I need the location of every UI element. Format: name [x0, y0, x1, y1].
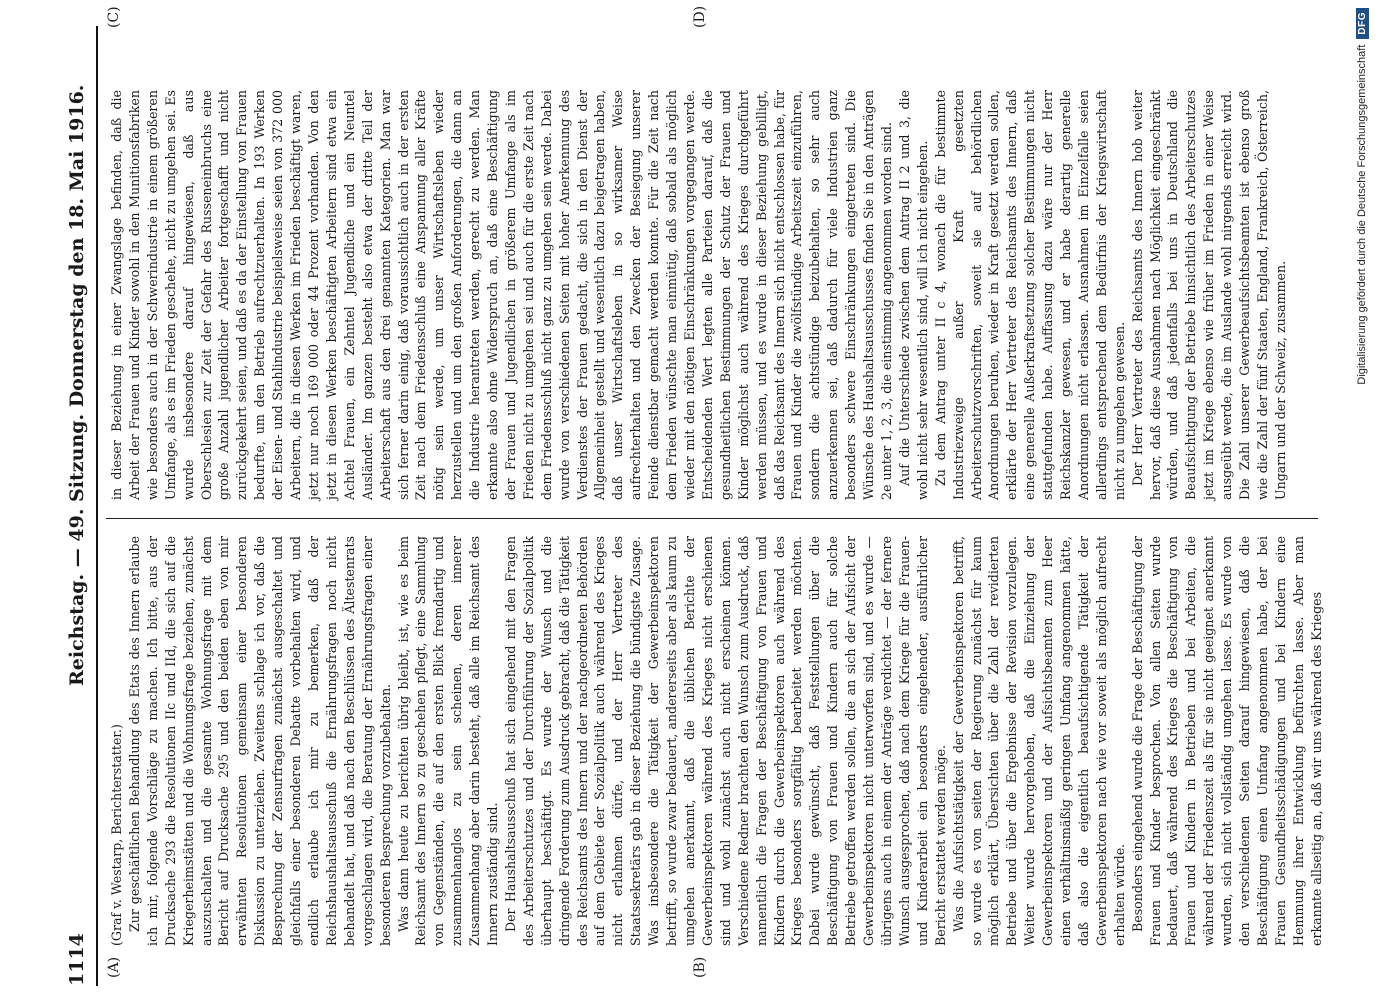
page-number: 1114	[66, 933, 88, 986]
paragraph: in dieser Beziehung in einer Zwangslage befinden, daß die Arbeit der Frauen und Kinder sowohl in den Munitionsfabriken wie besonders auch in der Schwerindustrie in einem größeren Umfange, als es im Frieden geschehe, nicht zu umgehen sei. Es wurde insbesondere darauf hingewiesen, daß aus Oberschlesien zur Zeit der Gefahr des Russeneinbruchs eine große Anzahl jugendlicher Arbeiter fortgeschafft und nicht zurückgekehrt seien, und daß es da der Einstellung von Frauen bedurfte, um den Betrieb aufrechtzuerhalten. In 193 Werken der Eisen- und Stahlindustrie beispielsweise seien von 372 000 Arbeitern, die in diesen Werken im Frieden beschäftigt waren, jetzt nur noch 169 000 oder 44 Prozent vorhanden. Von den jetzt in diesen Werken beschäftigten Arbeitern sind etwa ein Achtel Frauen, ein Zehntel Jugendliche und ein Neuntel Ausländer. Im ganzen besteht also etwa der dritte Teil der Arbeiterschaft aus den drei genannten Kategorien. Man war sich ferner darin einig, daß voraussichtlich auch in der ersten Zeit nach dem Friedensschluß eine Anspannung aller Kräfte nötig sein werde, um unser Wirtschaftsleben wieder herzustellen und um den großen Anforderungen, die dann an die Industrie herantreten werden, gerecht zu werden. Man erkannte also ohne Widerspruch an, daß eine Beschäftigung der Frauen und Jugendlichen in größerem Umfange als im Frieden nicht zu umgehen sei und auch für die erste Zeit nach dem Friedensschluß nicht ganz zu umgehen sein werde. Dabei wurde von verschiedenen Seiten mit hoher Anerkennung des Verdienstes der Frauen gedacht, die sich in den Dienst der Allgemeinheit gestellt und wesentlich dazu beigetragen haben, daß unser Wirtschaftsleben in so wirksamer Weise aufrechterhalten und den Zwecken der Besiegung unserer Feinde dienstbar gemacht werden konnte. Für die Zeit nach dem Frieden wünschte man einmütig, daß sobald als möglich wieder mit den nötigen Einschränkungen vorgegangen werde. Entscheidenden Wert legten alle Parteien darauf, daß die gesundheitlichen Bestimmungen der Schutz der Frauen und Kinder möglichst auch während des Krieges durchgeführt werden müssen, und es wurde in dieser Beziehung gebilligt, daß das Reichsamt des Innern sich nicht entschlossen habe, für Frauen und Kinder die zwölfstündige Arbeitszeit einzuführen, sondern die achtstündige beizubehalten, so sehr auch anzuerkennen sei, daß dadurch für viele Industrien ganz besonders schwere Einschränkungen eingetreten sind. Die Wünsche des Haushaltsausschusses finden Sie in den Anträgen 2e unter 1, 2, 3, die einstimmig angenommen worden sind.	[109, 90, 894, 500]
paragraph: Der Haushaltsausschuß hat sich eingehend mit den Fragen des Arbeiterschutzes und der Durchführung der Sozialpolitik überhaupt beschäftigt. Es wurde der Wunsch und die dringende Forderung zum Ausdruck gebracht, daß die Tätigkeit des Reichsamts des Innern und der nachgeordneten Behörden auf dem Gebiete der Sozialpolitik auch während des Krieges nicht erlahmen dürfe, und der Herr Vertreter des Staatssekretärs gab in dieser Beziehung die bündigste Zusage. Was insbesondere die Tätigkeit der Gewerbeinspektoren betrifft, so wurde zwar bedauert, andererseits aber als kaum zu umgehen anerkannt, daß die üblichen Berichte der Gewerbeinspektoren während des Krieges nicht erschienen sind und wohl zunächst auch nicht erscheinen können. Verschiedene Redner brachten den Wunsch zum Ausdruck, daß namentlich die Fragen der Beschäftigung von Frauen und Kindern durch die Gewerbeinspektoren auch während des Krieges besonders sorgfältig bearbeitet werden möchten. Dabei wurde gewünscht, daß Feststellungen über die Beschäftigung von Frauen und Kindern auch für solche Betriebe getroffen werden sollen, die an sich der Aufsicht der Gewerbeinspektoren nicht unterworfen sind, und es wurde — übrigens auch in einem der Anträge verdichtet — der fernere Wunsch ausgesprochen, daß nach dem Kriege für die Frauen- und Kinderarbeit ein besonders eingehender, ausführlicher Bericht erstattet werden möge.	[502, 536, 948, 946]
margin-marker-c: (C)	[106, 6, 122, 28]
margin-marker-d: (D)	[692, 5, 708, 28]
text-column-right	[108, 90, 1318, 500]
paragraph: Auf die Unterschiede zwischen dem Antrag II 2 und 3, die wohl nicht sehr wesentlich sind, will ich nicht eingehen.	[896, 90, 930, 500]
column-divider	[106, 518, 1318, 519]
margin-marker-a: (A)	[106, 956, 122, 978]
paragraph: Zu dem Antrag unter II c 4, wonach die für bestimmte Industriezweige außer Kraft gesetzten Arbeiterschutzvorschriften, soweit sie auf behördlichen Anordnungen beruhen, wieder in Kraft gesetzt werden sollen, erklärte der Herr Vertreter des Reichsamts des Innern, daß eine generelle Außerkraftsetzung solcher Bestimmungen nicht stattgefunden habe. Auffassung dazu wäre nur der Herr Reichskanzler gewesen, und er habe derartig generelle Anordnungen nicht erlassen. Ausnahmen im Einzelfalle seien allerdings entsprechend dem Bedürfnis der Kriegswirtschaft nicht zu umgehen gewesen.	[932, 90, 1127, 500]
paragraph: Was dann heute zu berichten übrig bleibt, ist, wie es beim Reichsamt des Innern so zu geschehen pflegt, eine Sammlung von Gegenständen, die auf den ersten Blick fremdartig und zusammenhanglos zu sein scheinen, deren innerer Zusammenhang aber darin besteht, daß alle im Reichsamt des Innern zuständig sind.	[395, 536, 501, 946]
page-header	[56, 26, 96, 986]
credit-text: Digitalisierung gefördert durch die Deutsche Forschungsgemeinschaft	[1356, 44, 1368, 385]
dfg-logo: DFG	[1356, 8, 1369, 39]
paragraph: Zur geschäftlichen Behandlung des Etats des Innern erlaube ich mir, folgende Vorschläge zu machen. Ich bitte, aus der Drucksache 293 die Resolutionen IIc und IId, die sich auf die Kriegerheimstätten und die Wohnungsfrage beziehen, zunächst auszuschalten und die gesamte Wohnungsfrage mit dem Bericht auf Drucksache 295 und den beiden eben von mir erwähnten Resolutionen gemeinsam einer besonderen Diskussion zu unterziehen. Zweitens schlage ich vor, daß die Besprechung der Zensurfragen zunächst ausgeschaltet und gleichfalls einer besonderen Debatte vorbehalten wird, und endlich erlaube ich mir zu bemerken, daß der Reichshaushaltsausschuß die Ernährungsfragen noch nicht behandelt hat, und daß nach den Beschlüssen des Ältestenrats vorgeschlagen wird, die Beratung der Ernährungsfragen einer besonderen Besprechung vorzubehalten.	[126, 536, 393, 946]
paragraph: Besonders eingehend wurde die Frage der Beschäftigung der Frauen und Kinder besprochen. Von allen Seiten wurde bedauert, daß während des Krieges die Beschäftigung von Frauen und Kindern in Betrieben und bei Arbeiten, die während der Friedenszeit als für sie nicht geeignet anerkannt wurden, sich nicht vollständig umgehen lasse. Es wurde von den verschiedenen Seiten darauf hingewiesen, daß die Beschäftigung einen Umfang angenommen habe, der bei Frauen Gesundheitsschädigungen und bei Kindern eine Hemmung ihrer Entwicklung befürchten lasse. Aber man erkannte allseitig an, daß wir uns während des Krieges	[1129, 536, 1324, 946]
rotated-document-page	[56, 0, 1326, 1000]
speaker-attribution: (Graf v. Westarp, Berichterstatter.)	[109, 724, 124, 946]
paragraph: Was die Aufsichtstätigkeit der Gewerbeinspektoren betrifft, so wurde es von seiten der Regierung zunächst für kaum möglich erklärt, Übersichten über die Zahl der revidierten Betriebe und über die Ergebnisse der Revision vorzulegen. Weiter wurde hervorgehoben, daß die Einziehung der Gewerbeinspektoren und der Aufsichtsbeamten zum Heer einen verhältnismäßig geringen Umfang angenommen hätte, daß also die eigentlich beaufsichtigende Tätigkeit der Gewerbeinspektoren nach wie vor soweit als möglich aufrecht erhalten würde.	[950, 536, 1127, 946]
digitization-credit	[1349, 8, 1375, 992]
margin-marker-b: (B)	[692, 956, 708, 978]
text-column-left	[108, 536, 1324, 946]
paragraph: Der Herr Vertreter des Reichsamts des Innern hob weiter hervor, daß diese Ausnahmen nach Möglichkeit eingeschränkt würden, und daß jedenfalls bei uns in Deutschland die Beaufsichtigung der Betriebe hinsichtlich des Arbeiterschutzes jetzt im Kriege ebenso wie früher im Frieden in einer Weise ausgeübt werde, die im Auslande wohl nirgends erreicht wird. Die Zahl unserer Gewerbeaufsichtsbeamten ist ebenso groß wie die Zahl der fünf Staaten, England, Frankreich, Österreich, Ungarn und der Schweiz, zusammen.	[1129, 90, 1288, 500]
header-rule	[96, 26, 98, 986]
running-title: Reichstag. — 49. Sitzung. Donnerstag den 18. Mai 1916.	[66, 84, 88, 686]
